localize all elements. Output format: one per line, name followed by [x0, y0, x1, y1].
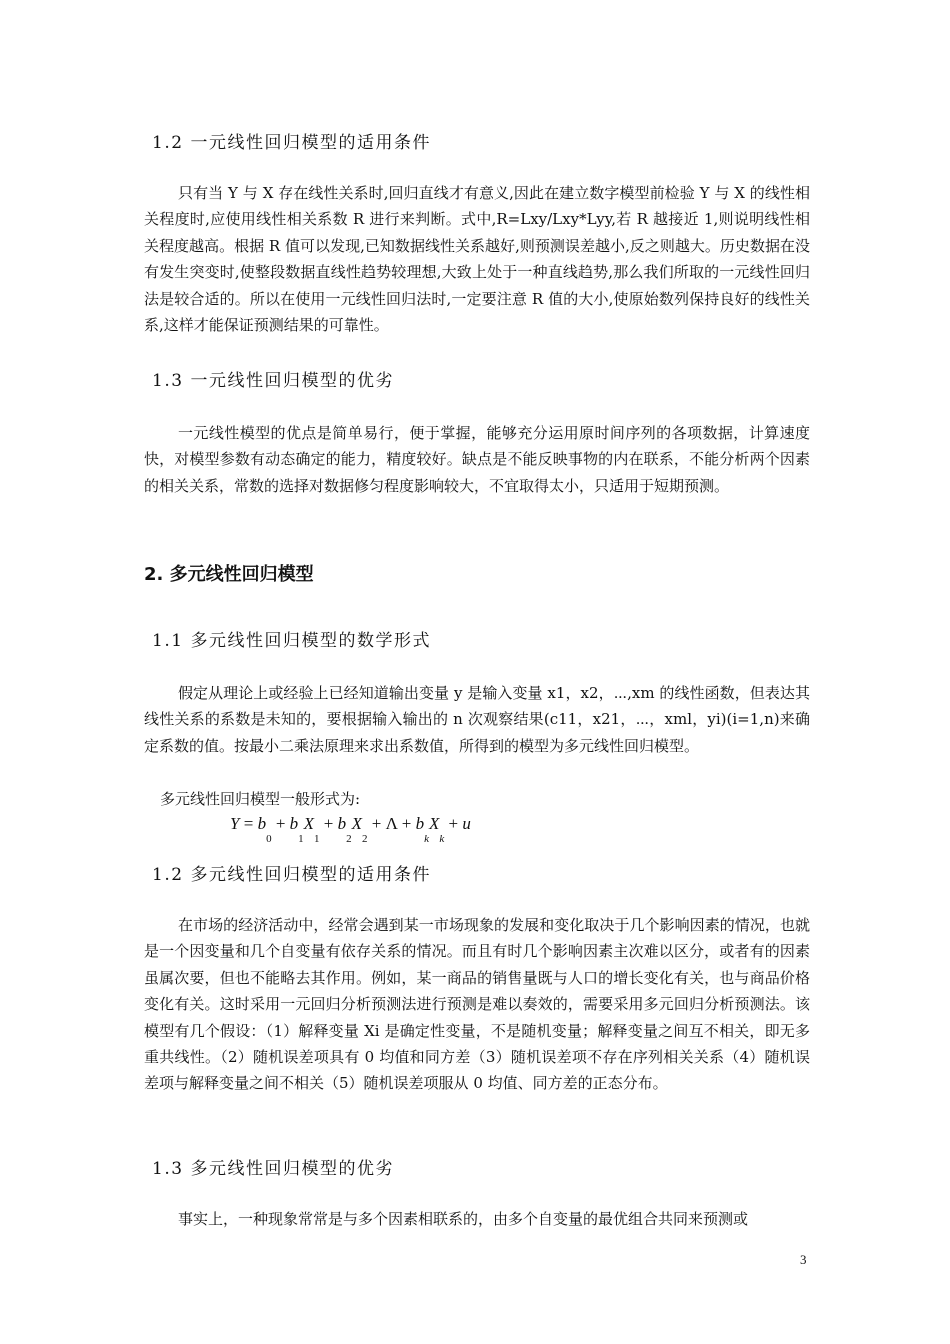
paragraph-pros-cons: 一元线性模型的优点是简单易行，便于掌握，能够充分运用原时间序列的各项数据，计算速度快，对模型参数有动态确定的能力，精度较好。缺点是不能反映事物的内在联系，不能分析两个因素的相关关系，常数的选择对数据修匀程度影响较大，不宜取得太小，只适用于短期预测。: [144, 424, 810, 495]
section-heading-mlr-1-1: 1.1 多元线性回归模型的数学形式: [152, 631, 431, 651]
formula-sub-x1: 1: [314, 833, 320, 845]
formula-sub-2: 2: [346, 833, 352, 845]
formula-sub-xk: k: [439, 833, 445, 845]
formula-sub-1: 1: [298, 833, 304, 845]
chapter-heading-2: 2. 多元线性回归模型: [144, 564, 314, 585]
formula-b1: b: [289, 814, 299, 833]
formula-y: Y: [230, 814, 240, 833]
paragraph-mlr-pros-cons: 事实上，一种现象常常是与多个因素相联系的，由多个自变量的最优组合共同来预测或: [178, 1210, 749, 1228]
formula-label: 多元线性回归模型一般形式为:: [160, 790, 361, 808]
formula-plus-3: +: [367, 814, 386, 833]
paragraph-applicability: 只有当 Y 与 X 存在线性关系时,回归直线才有意义,因此在建立数字模型前检验 Y 与 X 的线性相关程度时,应使用线性相关系数 R 进行来判断。式中,R=Lxy/Lxy*Lyy,若 R 越接近 1,则说明线性相关程度越高。根据 R 值可以发现,已知数据线性关系越好,则预测误差越小,反之则越大。历史数据在没有发生突变时,使整段数据直线性趋势较理想,大致上处于一种直线趋势,那么我们所取的一元线性回归法是较合适的。所以在使用一元线性回归法时,一定要注意 R 值的大小,使原始数列保持良好的线性关系,这样才能保证预测结果的可靠性。: [144, 184, 810, 335]
formula-sub-0: 0: [266, 833, 272, 845]
formula-b0: b: [257, 814, 267, 833]
formula-u: u: [462, 814, 471, 833]
formula-plus-5: +: [444, 814, 463, 833]
formula-plus-2: +: [319, 814, 338, 833]
formula-x2: X: [351, 814, 363, 833]
section-heading-mlr-1-2: 1.2 多元线性回归模型的适用条件: [152, 865, 431, 885]
paragraph-math-form: 假定从理论上或经验上已经知道输出变量 y 是输入变量 x1，x2，⋯,xm 的线性函数，但表达其线性关系的系数是未知的，要根据输入输出的 n 次观察结果(c11，x21，⋯，xml，yi)(i=1,n)来确定系数的值。按最小二乘法原理来求出系数值，所得到的模型为多元线性回归模型。: [144, 684, 810, 755]
regression-formula: [230, 814, 471, 845]
formula-equals: =: [239, 814, 258, 833]
section-heading-1-3: 1.3 一元线性回归模型的优劣: [152, 371, 394, 391]
section-heading-mlr-1-3: 1.3 多元线性回归模型的优劣: [152, 1159, 394, 1179]
page-number: 3: [800, 1252, 807, 1267]
formula-x1: X: [303, 814, 315, 833]
formula-bk: b: [415, 814, 425, 833]
formula-xk: X: [429, 814, 440, 833]
paragraph-mlr-applicability: 在市场的经济活动中，经常会遇到某一市场现象的发展和变化取决于几个影响因素的情况，也就是一个因变量和几个自变量有依存关系的情况。而且有时几个影响因素主次难以区分，或者有的因素虽属次要，但也不能略去其作用。例如，某一商品的销售量既与人口的增长变化有关，也与商品价格变化有关。这时采用一元回归分析预测法进行预测是难以奏效的，需要采用多元回归分析预测法。该模型有几个假设：（1）解释变量 Xi 是确定性变量，不是随机变量；解释变量之间互不相关，即无多重共线性。（2）随机误差项具有 0 均值和同方差（3）随机误差项不存在序列相关关系（4）随机误差项与解释变量之间不相关（5）随机误差项服从 0 均值、同方差的正态分布。: [144, 916, 810, 1093]
formula-sub-k: k: [424, 833, 429, 845]
formula-lambda: Λ: [385, 814, 398, 833]
formula-plus-1: +: [271, 814, 290, 833]
formula-sub-x2: 2: [362, 833, 368, 845]
section-heading-1-2: 1.2 一元线性回归模型的适用条件: [152, 133, 431, 153]
formula-plus-4: +: [397, 814, 416, 833]
formula-b2: b: [337, 814, 347, 833]
